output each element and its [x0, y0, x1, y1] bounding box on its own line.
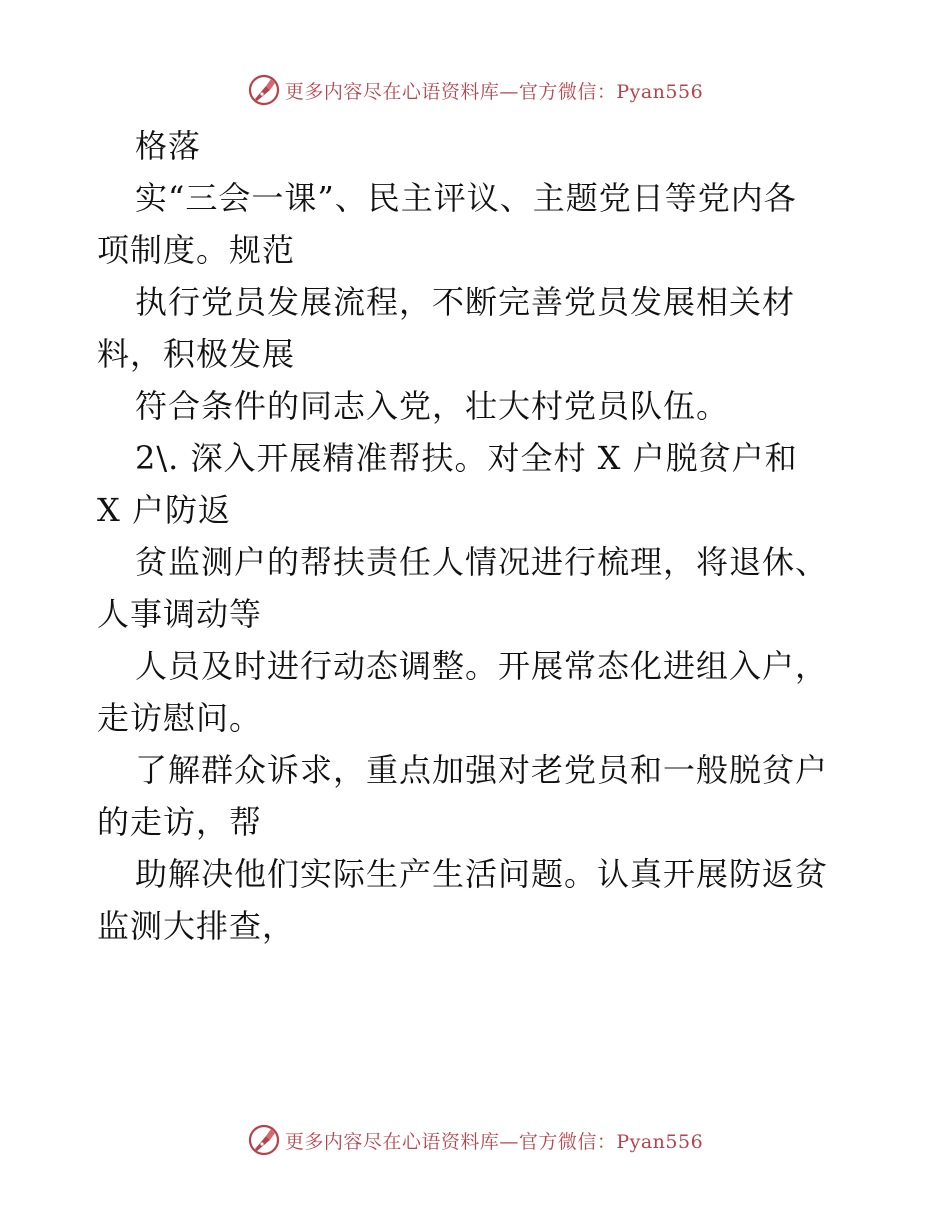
text-line: 料，积极发展	[97, 335, 296, 373]
text-line: 了解群众诉求，重点加强对老党员和一般脱贫户	[135, 751, 829, 789]
text-line: 人员及时进行动态调整。开展常态化进组入户，	[135, 647, 829, 685]
text-line: 2\. 深入开展精准帮扶。对全村 X 户脱贫户和	[135, 439, 798, 477]
text-line: 人事调动等	[97, 595, 263, 633]
text-line: 贫监测户的帮扶责任人情况进行梳理，将退休、	[135, 543, 829, 581]
footer-watermark	[0, 1120, 950, 1160]
watermark-text: 更多内容尽在心语资料库—官方微信：Pyan556	[284, 80, 704, 103]
text-line: 的走访，帮	[97, 803, 263, 841]
pen-nib-circle-icon	[247, 73, 281, 107]
watermark-text: 更多内容尽在心语资料库—官方微信：Pyan556	[284, 1130, 704, 1153]
document-body	[97, 120, 857, 952]
text-line: 助解决他们实际生产生活问题。认真开展防返贫	[135, 855, 829, 893]
text-line: 项制度。规范	[97, 231, 296, 269]
header-watermark	[0, 70, 950, 110]
pen-nib-circle-icon	[247, 1123, 281, 1157]
text-line: 走访慰问。	[97, 699, 263, 737]
text-line: 实“三会一课”、民主评议、主题党日等党内各	[135, 179, 797, 217]
text-line: 执行党员发展流程，不断完善党员发展相关材	[135, 283, 796, 321]
text-line: 格落	[135, 127, 202, 165]
text-line: 监测大排查，	[97, 907, 296, 945]
text-line: X 户防返	[97, 491, 231, 529]
text-line: 符合条件的同志入党，壮大村党员队伍。	[135, 387, 730, 425]
